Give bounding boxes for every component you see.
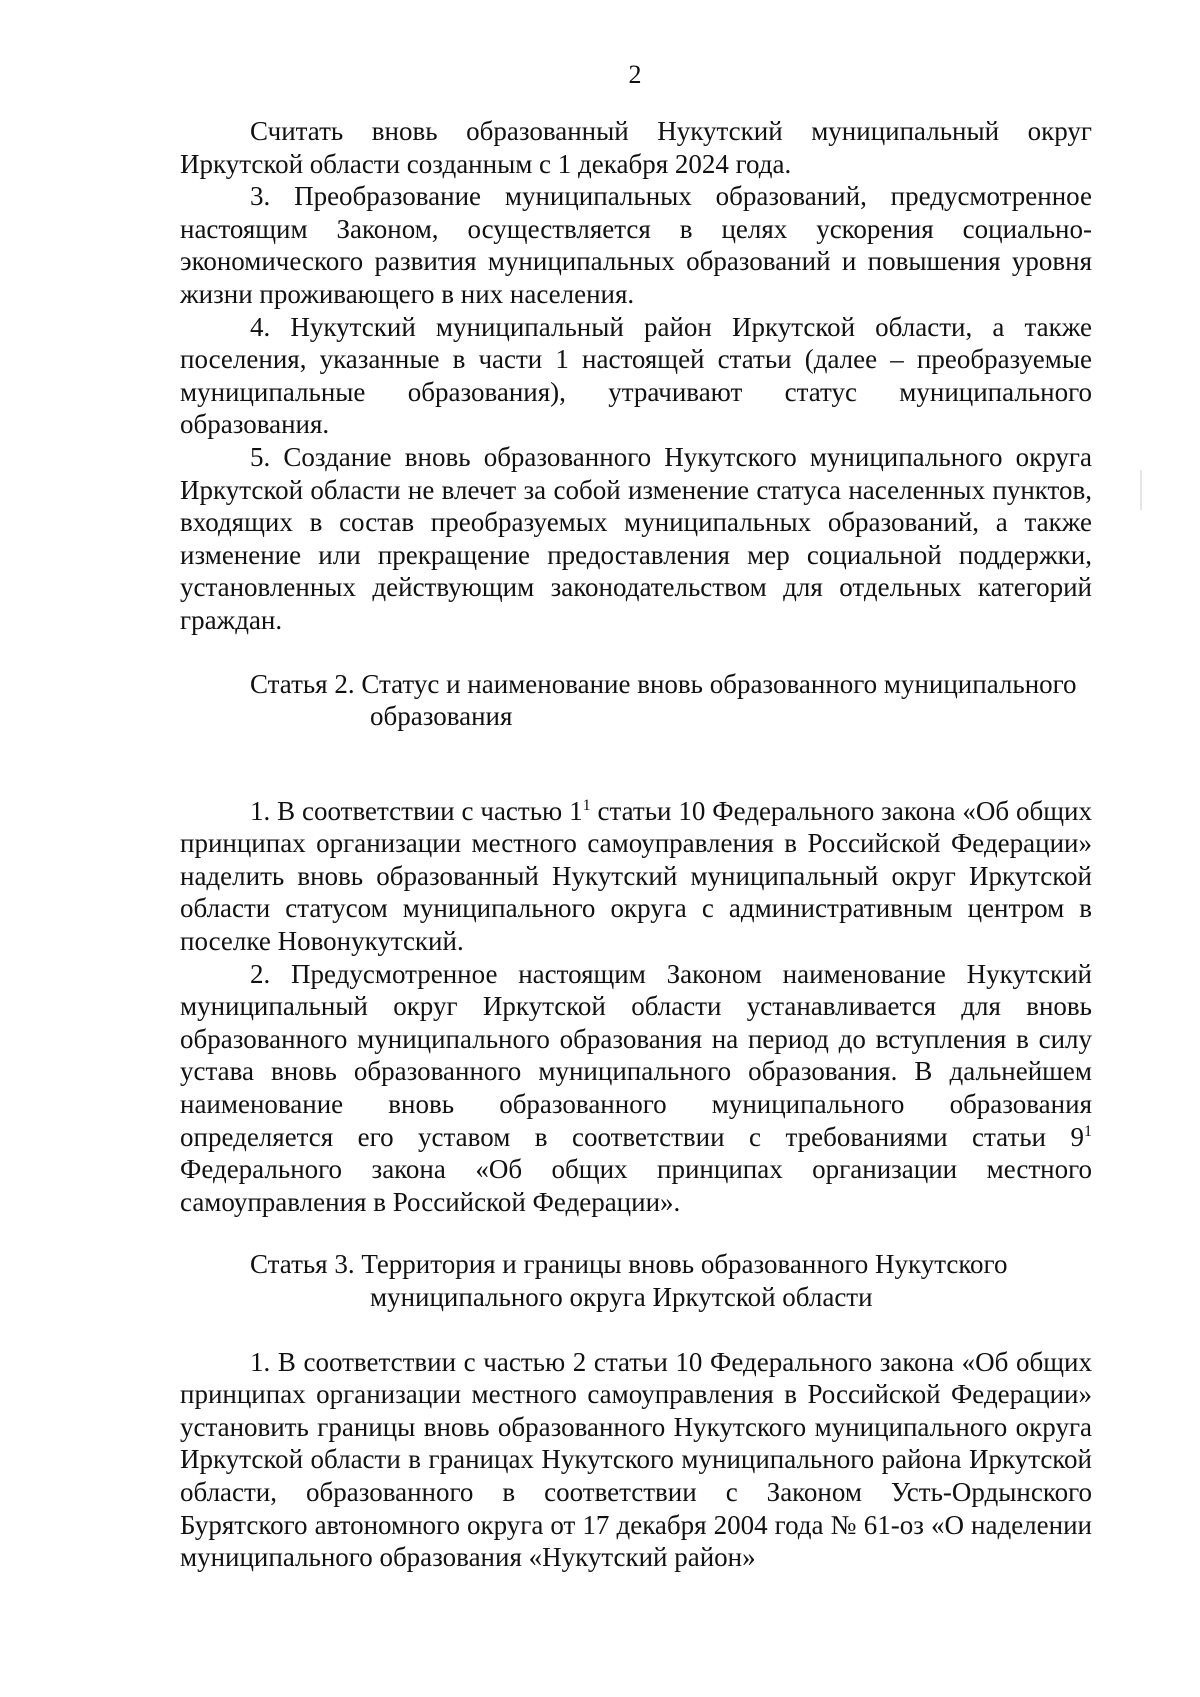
article-2-paragraph-1-end: статьи 10 Федерального закона «Об общих принципах организации местного самоуправления в Российской Федерации» наделить вновь образованный Нукутский муниципальный округ Иркутской области статусом муниципального округа с административным центром в поселке Новонукутский.	[180, 795, 1093, 957]
paragraph-created-date: Считать вновь образованный Нукутский муниципальный округ Иркутской области созданным с 1 декабря 2024 года.	[180, 116, 1092, 179]
document-body	[180, 115, 1092, 1574]
article-3-title: Статья 3. Территория и границы вновь образованного Нукутского муниципального округа Иркутской области	[250, 1249, 1008, 1312]
article-2-paragraph-1-start: 1. В соответствии с частью 1	[250, 795, 583, 826]
paragraph-3: 3. Преобразование муниципальных образований, предусмотренное настоящим Законом, осуществляется в целях ускорения социально-экономического развития муниципальных образований и повышения уровня жизни проживающего в них населения.	[180, 181, 1092, 309]
page-number: 2	[628, 60, 642, 89]
article-2-heading	[180, 668, 1092, 733]
superscript-one: 1	[582, 796, 591, 814]
paragraph-4: 4. Нукутский муниципальный район Иркутской области, а также поселения, указанные в части 1 настоящей статьи (далее – преобразуемые муниципальные образования), утрачивают статус муниципального образования.	[180, 311, 1092, 440]
article-2-paragraph-2	[180, 958, 1092, 1219]
paragraph-5: 5. Создание вновь образованного Нукутского муниципального округа Иркутской области не влечет за собой изменение статуса населенных пунктов, входящих в состав преобразуемых муниципальных образований, а также изменение или прекращение предоставления мер социальной поддержки, установленных действующим законодательством для отдельных категорий граждан.	[180, 441, 1092, 635]
article-3-heading	[180, 1248, 1092, 1313]
article-2-title: Статья 2. Статус и наименование вновь образованного муниципального образования	[250, 668, 1077, 732]
article-2-paragraph-2-start: 2. Предусмотренное настоящим Законом наименование Нукутский муниципальный округ Иркутской области устанавливается для вновь образованного муниципального образования на период до вступления в силу устава вновь образованного муниципального образования. В дальнейшем наименование вновь образованного муниципального образования определяется его уставом в соответствии с требованиями статьи 9	[180, 958, 1092, 1152]
article-2-paragraph-2-end: Федерального закона «Об общих принципах организации местного самоуправления в Российской Федерации».	[180, 1154, 1092, 1217]
superscript-one: 1	[1084, 1122, 1092, 1140]
scan-mark	[1140, 470, 1142, 510]
article-2-paragraph-1	[180, 795, 1092, 958]
article-3-paragraph-1: 1. В соответствии с частью 2 статьи 10 Федерального закона «Об общих принципах организации местного самоуправления в Российской Федерации» установить границы вновь образованного Нукутского муниципального округа Иркутской области в границах Нукутского муниципального района Иркутской области, образованного в соответствии с Законом Усть-Ордынского Бурятского автономного округа от 17 декабря 2004 года № 61-оз «О наделении муниципального образования «Нукутский район»	[180, 1346, 1092, 1573]
